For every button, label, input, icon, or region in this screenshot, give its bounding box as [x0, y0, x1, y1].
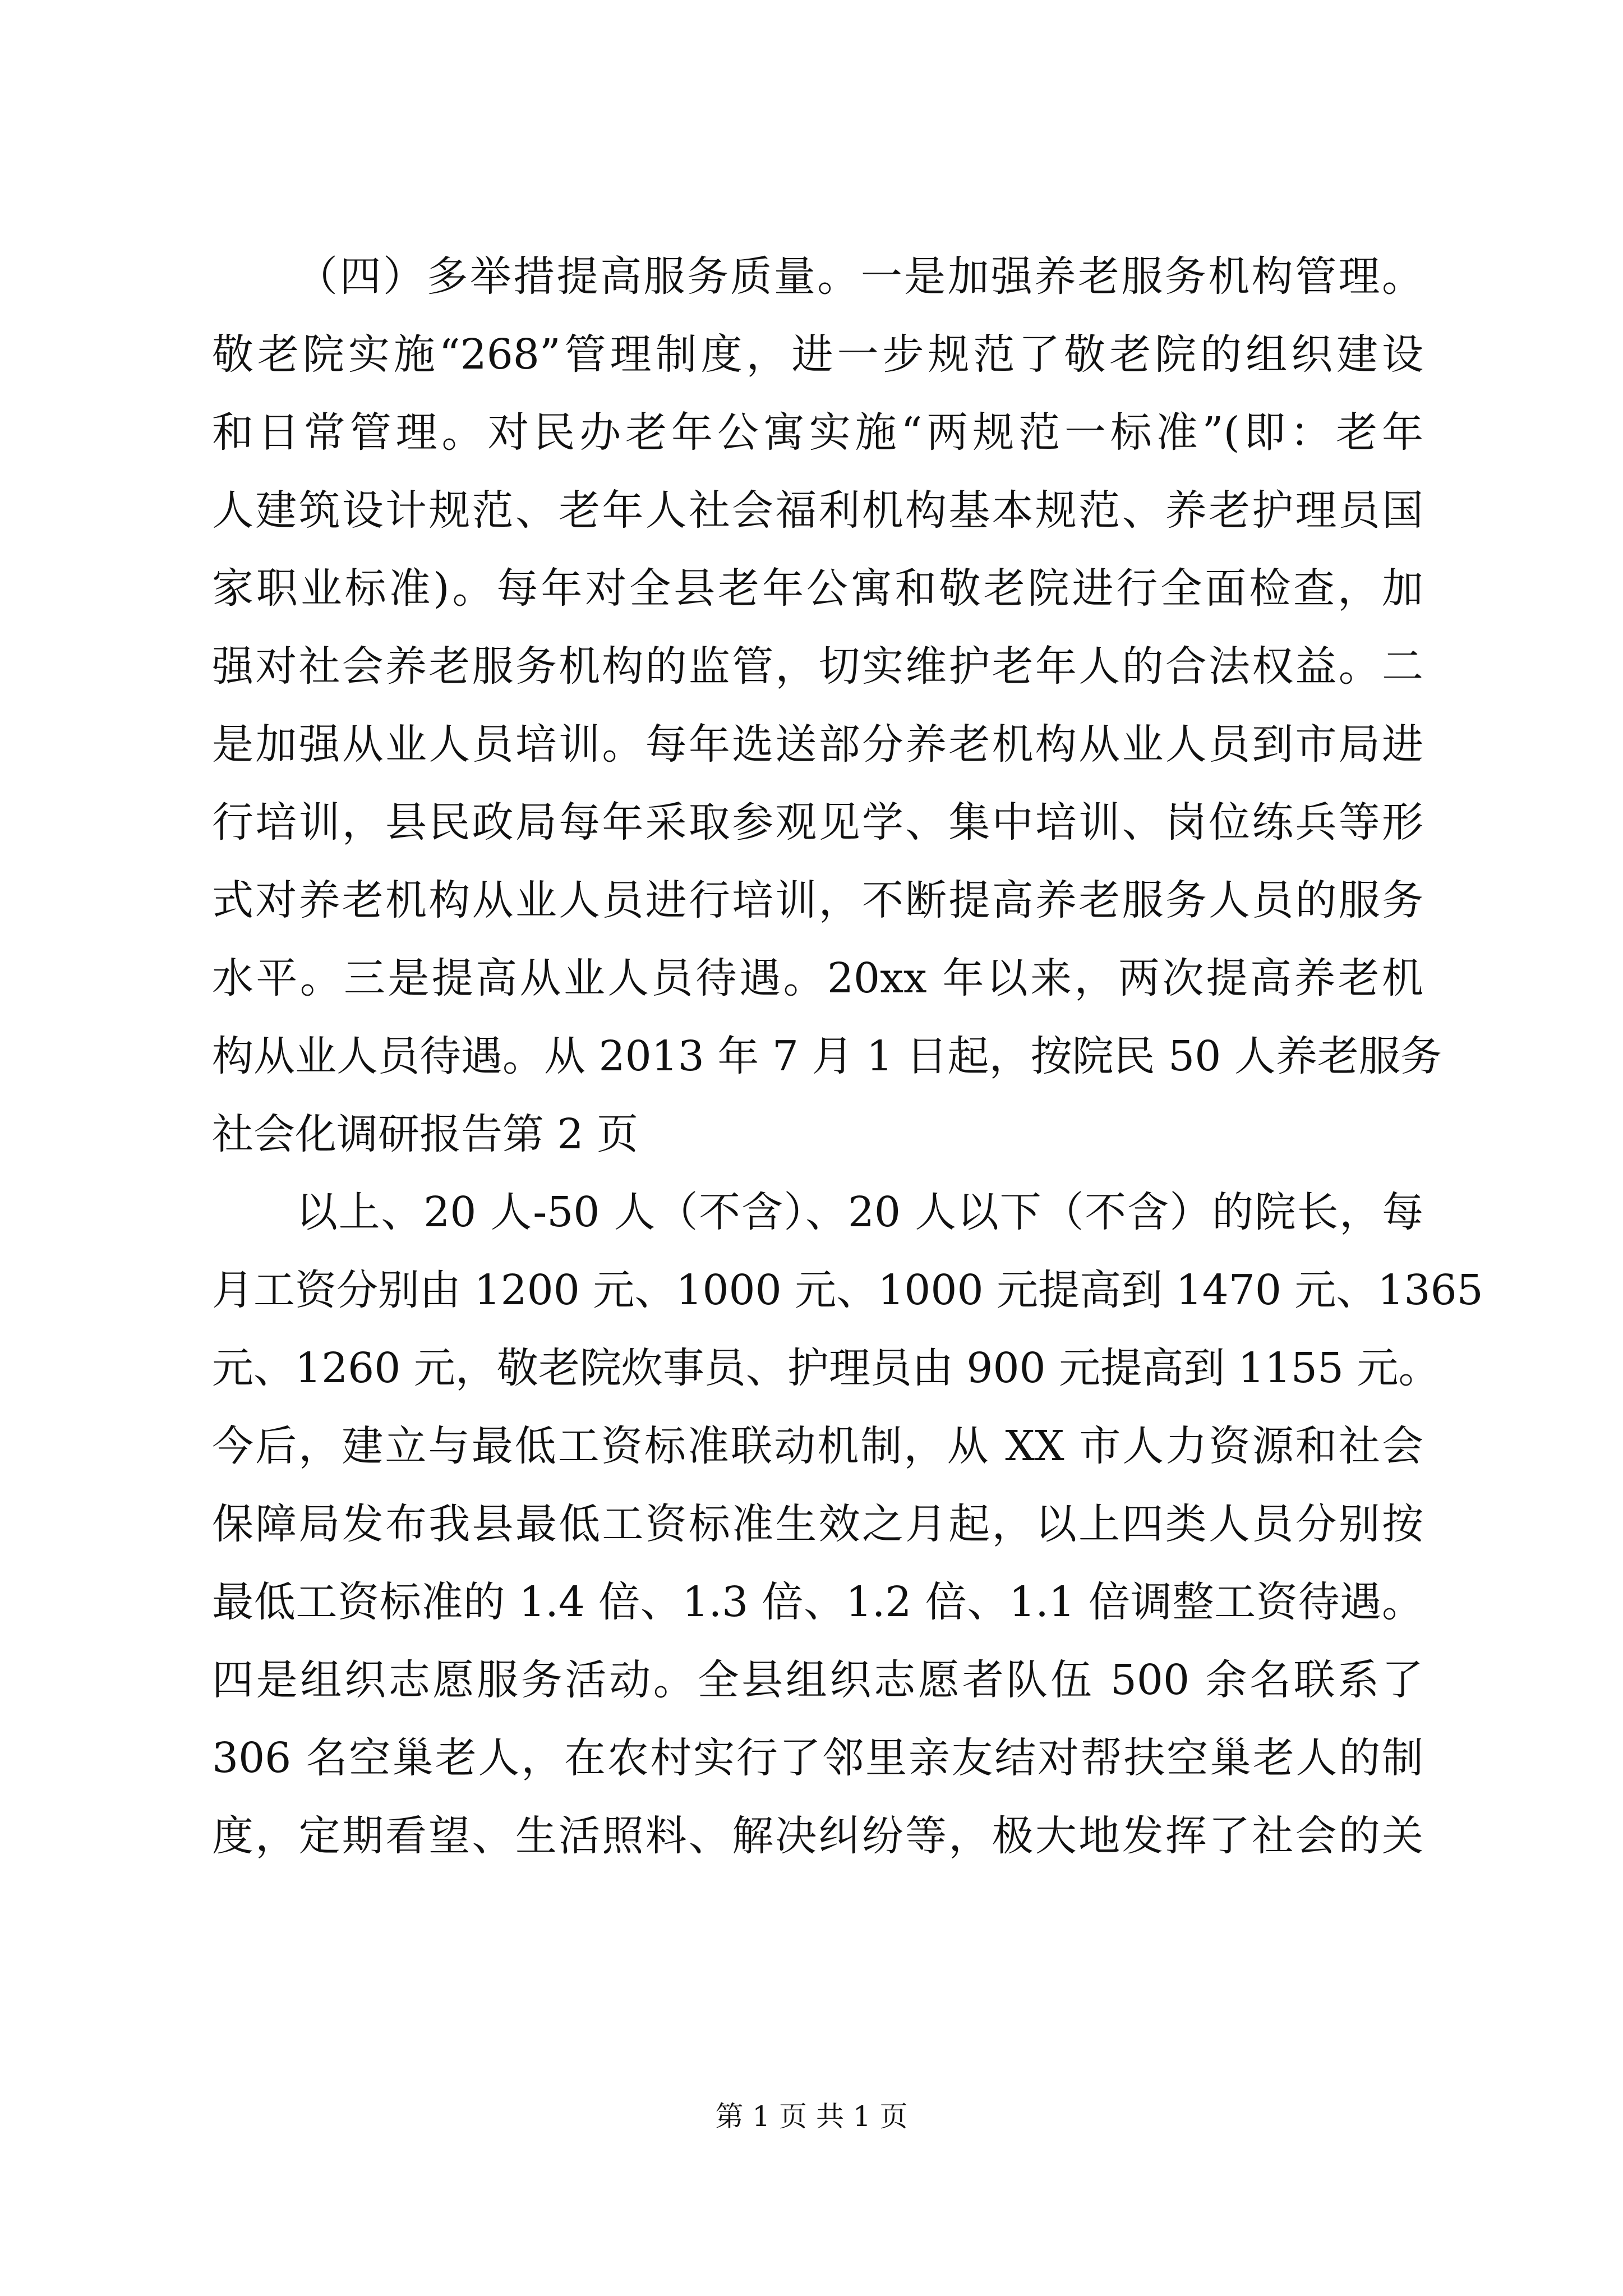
text-line: 构从业人员待遇。从 2013 年 7 月 1 日起，按院民 50 人养老服务: [212, 1032, 1442, 1080]
text-line: 社会化调研报告第 2 页: [212, 1110, 639, 1158]
text-line: 和日常管理。对民办老年公寓实施“两规范一标准”(即：老年: [212, 408, 1423, 457]
text-line: 今后，建立与最低工资标准联动机制，从 XX 市人力资源和社会: [212, 1422, 1423, 1470]
text-line: 行培训，县民政局每年采取参观见学、集中培训、岗位练兵等形: [212, 798, 1423, 846]
page-footer: 第 1 页 共 1 页: [715, 2100, 908, 2133]
text-line: 式对养老机构从业人员进行培训，不断提高养老服务人员的服务: [212, 876, 1423, 924]
text-line: 以上、20 人-50 人（不含）、20 人以下（不含）的院长，每: [296, 1188, 1423, 1236]
text-line: 度，定期看望、生活照料、解决纠纷等，极大地发挥了社会的关: [212, 1812, 1423, 1860]
text-line: 敬老院实施“268”管理制度，进一步规范了敬老院的组织建设: [212, 330, 1423, 379]
text-line: 月工资分别由 1200 元、1000 元、1000 元提高到 1470 元、1365: [212, 1266, 1483, 1314]
text-line: 四是组织志愿服务活动。全县组织志愿者队伍 500 余名联系了: [212, 1656, 1423, 1704]
text-line: 人建筑设计规范、老年人社会福利机构基本规范、养老护理员国: [212, 486, 1423, 535]
text-line: 最低工资标准的 1.4 倍、1.3 倍、1.2 倍、1.1 倍调整工资待遇。: [212, 1578, 1423, 1626]
text-line: 元、1260 元，敬老院炊事员、护理员由 900 元提高到 1155 元。: [212, 1344, 1440, 1392]
text-line: （四）多举措提高服务质量。一是加强养老服务机构管理。: [296, 252, 1423, 301]
text-line: 家职业标准)。每年对全县老年公寓和敬老院进行全面检查，加: [212, 564, 1423, 613]
text-line: 水平。三是提高从业人员待遇。20xx 年以来，两次提高养老机: [212, 954, 1423, 1002]
text-line: 是加强从业人员培训。每年选送部分养老机构从业人员到市局进: [212, 720, 1423, 769]
text-line: 保障局发布我县最低工资标准生效之月起，以上四类人员分别按: [212, 1500, 1423, 1548]
text-line: 强对社会养老服务机构的监管，切实维护老年人的合法权益。二: [212, 642, 1423, 691]
text-line: 306 名空巢老人，在农村实行了邻里亲友结对帮扶空巢老人的制: [212, 1734, 1423, 1782]
